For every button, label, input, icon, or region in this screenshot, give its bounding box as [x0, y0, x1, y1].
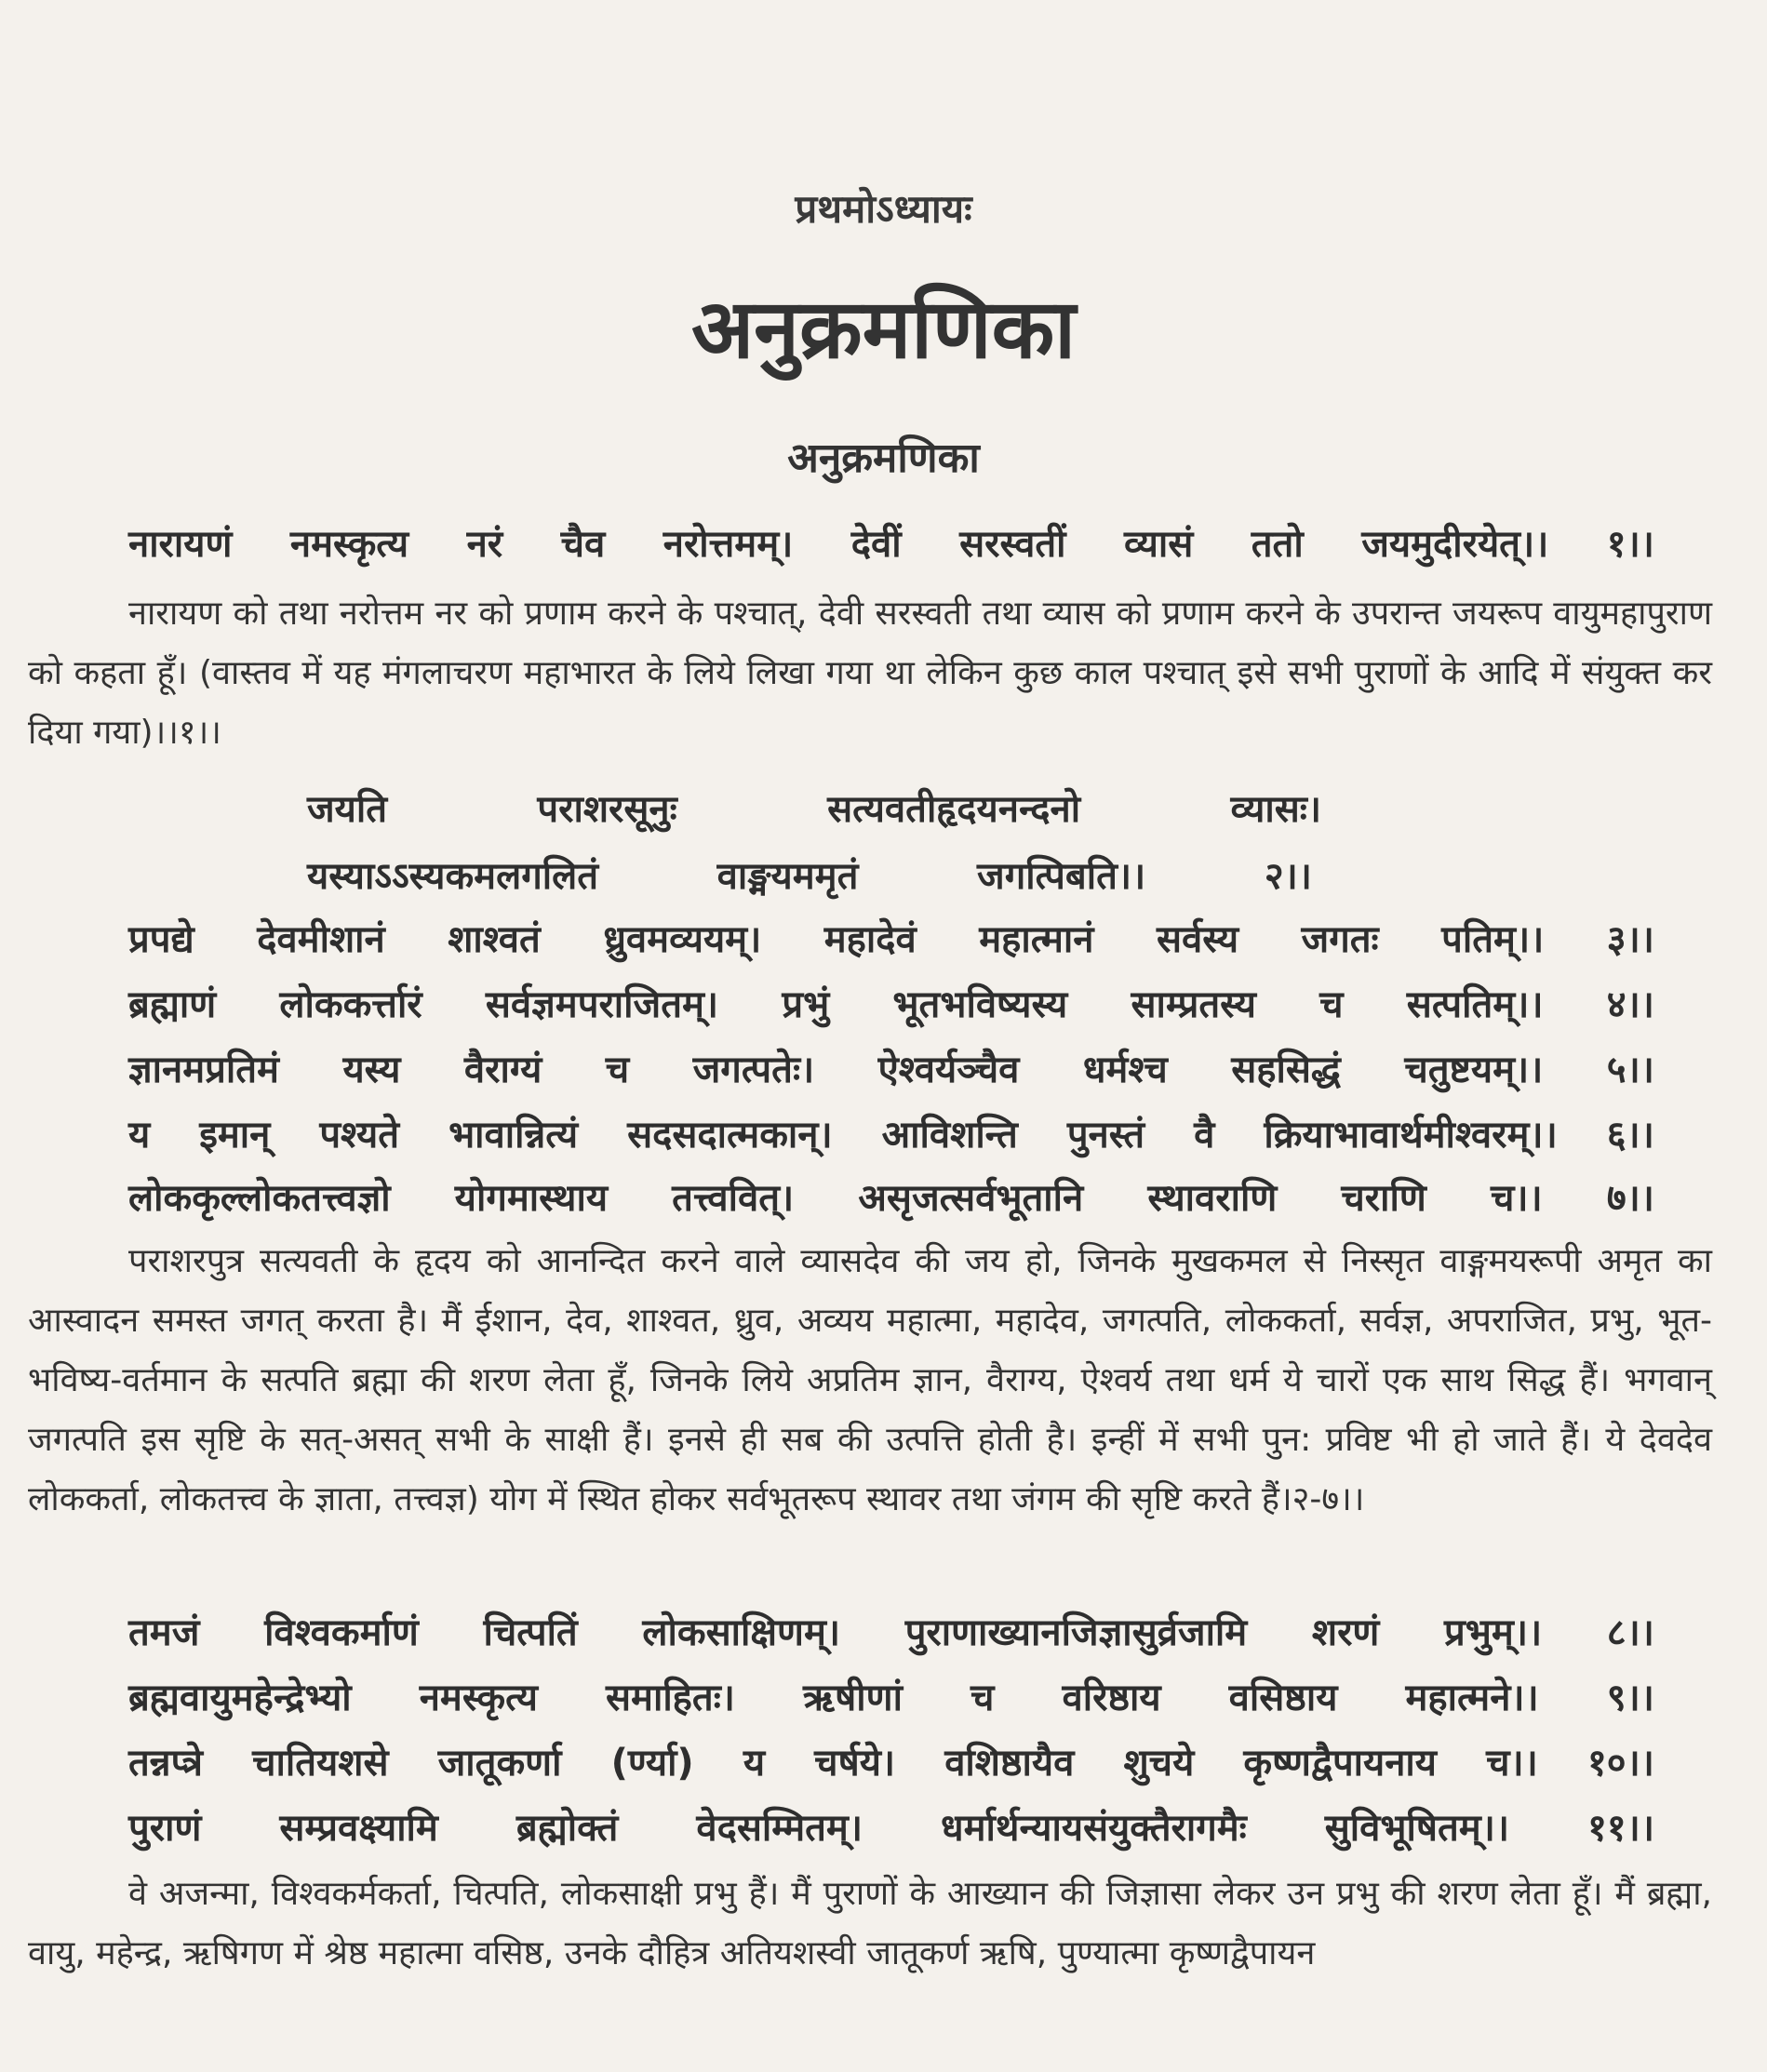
verse-word: व्यासः।	[1230, 788, 1321, 831]
verse-11	[128, 1800, 1654, 1851]
verse-word: ८।।	[1606, 1611, 1654, 1654]
verse-word: विश्वकर्माणं	[264, 1611, 419, 1654]
verse-word: नरोत्तमम्।	[663, 523, 794, 566]
verse-word: यस्य	[342, 1049, 401, 1091]
verse-word: स्थावराणि	[1147, 1177, 1278, 1220]
verse-word: चतुष्टयम्।।	[1404, 1049, 1544, 1091]
verse-word: ऐश्वर्यञ्चैव	[877, 1049, 1020, 1091]
verse-1	[128, 516, 1654, 568]
verse-word: ऋषीणां	[803, 1677, 903, 1719]
verse-word: ५।।	[1606, 1049, 1654, 1091]
verse-word: सुविभूषितम्।।	[1324, 1807, 1510, 1850]
verse-word: ततो	[1251, 523, 1304, 566]
verse-word: ध्रुवमव्ययम्।	[603, 918, 762, 961]
verse-word: देवमीशानं	[257, 918, 385, 961]
verse-word: चराणि	[1341, 1177, 1426, 1220]
verse-word: क्रियाभावार्थमीश्वरम्।।	[1264, 1114, 1558, 1156]
verse-word: शाश्वतं	[448, 918, 541, 961]
verse-word: ब्रह्माणं	[128, 983, 217, 1026]
verse-word: सर्वस्य	[1157, 918, 1239, 961]
prose-1: नारायण को तथा नरोत्तम नर को प्रणाम करने के पश्चात्, देवी सरस्वती तथा व्यास को प्रणाम करने के उपरान्त जयरूप वायुमहापुराण को कहता हूँ। (वास्तव में यह मंगलाचरण महाभारत के लिये लिखा गया था लेकिन कुछ काल पश्चात् इसे सभी पुराणों के आदि में संयुक्त कर दिया गया)।।१।।	[28, 595, 1712, 752]
verse-word: च	[1319, 983, 1344, 1026]
verse-word: सहसिद्धं	[1231, 1049, 1341, 1091]
verse-word: चैव	[560, 523, 606, 566]
verse-9	[128, 1670, 1654, 1721]
verse-word: प्रभुं	[782, 983, 830, 1026]
verse-word: चर्षये।	[814, 1742, 896, 1785]
verse-word: धर्मश्च	[1082, 1049, 1168, 1091]
verse-word: वाङ्मयममृतं	[716, 855, 859, 898]
verse-word: नरं	[466, 523, 503, 566]
verse-word: वसिष्ठाय	[1228, 1677, 1338, 1719]
verse-word: ११।।	[1587, 1807, 1654, 1850]
verse-word: इमान्	[199, 1114, 271, 1156]
verse-word: पुराणं	[128, 1807, 202, 1850]
verse-word: (र्ण्या)	[610, 1742, 694, 1785]
prose-3: वे अजन्मा, विश्वकर्मकर्ता, चित्पति, लोकसाक्षी प्रभु हैं। मैं पुराणों के आख्यान की जिज्ञासा लेकर उन प्रभु की शरण लेता हूँ। मैं ब्रह्मा, वायु, महेन्द्र, ऋषिगण में श्रेष्ठ महात्मा वसिष्ठ, उनके दौहित्र अतियशस्वी जातूकर्ण ऋषि, पुण्यात्मा कृष्णद्वैपायन	[28, 1875, 1712, 1972]
verse-word: ब्रह्मोक्तं	[515, 1807, 619, 1850]
verse-word: शरणं	[1311, 1611, 1380, 1654]
verse-word: असृजत्सर्वभूतानि	[858, 1177, 1084, 1220]
verse-word: देवीं	[850, 523, 902, 566]
verse-word: योगमास्थाय	[454, 1177, 609, 1220]
verse-word: तत्त्ववित्।	[672, 1177, 795, 1220]
verse-8	[128, 1605, 1654, 1656]
verse-4	[128, 977, 1654, 1028]
verse-word: ब्रह्मवायुमहेन्द्रेभ्यो	[128, 1677, 352, 1719]
verse-word: च	[605, 1049, 630, 1091]
verse-10	[128, 1735, 1654, 1786]
verse-word: ६।।	[1606, 1114, 1654, 1156]
verse-word: च	[971, 1677, 995, 1719]
verse-word: कृष्णद्वैपायनाय	[1243, 1742, 1437, 1785]
verse-word: ७।।	[1606, 1177, 1654, 1220]
verse-word: वशिष्ठायैव	[944, 1742, 1075, 1785]
verse-2a	[307, 782, 1321, 833]
verse-word: धर्मार्थन्यायसंयुक्तैरागमैः	[941, 1807, 1247, 1850]
verse-word: वैराग्यं	[463, 1049, 542, 1091]
verse-word: सदसदात्मकान्।	[627, 1114, 833, 1156]
verse-word: समाहितः।	[606, 1677, 735, 1719]
verse-word: च।।	[1490, 1177, 1543, 1220]
verse-word: सरस्वतीं	[959, 523, 1066, 566]
verse-word: तमजं	[128, 1611, 200, 1654]
verse-word: यस्याऽऽस्यकमलगलितं	[307, 855, 598, 898]
verse-word: चातियशसे	[252, 1742, 389, 1785]
verse-word: पुराणाख्यानजिज्ञासुर्व्रजामि	[904, 1611, 1248, 1654]
verse-word: आविशन्ति	[881, 1114, 1018, 1156]
verse-word: पतिम्।।	[1441, 918, 1545, 961]
verse-word: तन्नप्त्रे	[128, 1742, 203, 1785]
prose-2: पराशरपुत्र सत्यवती के हृदय को आनन्दित करने वाले व्यासदेव की जय हो, जिनके मुखकमल से निस्सृत वाङ्गमयरूपी अमृत का आस्वादन समस्त जगत् करता है। मैं ईशान, देव, शाश्वत, ध्रुव, अव्यय महात्मा, महादेव, जगत्पति, लोककर्ता, सर्वज्ञ, अपराजित, प्रभु, भूत-भविष्य-वर्तमान के सत्पति ब्रह्मा की शरण लेता हूँ, जिनके लिये अप्रतिम ज्ञान, वैराग्य, ऐश्वर्य तथा धर्म ये चारों एक साथ सिद्ध हैं। भगवान् जगत्पति इस सृष्टि के सत्-असत् सभी के साक्षी हैं। इनसे ही सब की उत्पत्ति होती है। इन्हीं में सभी पुन: प्रविष्ट भी हो जाते हैं। ये देवदेव लोककर्ता, लोकतत्त्व के ज्ञाता, तत्त्वज्ञ) योग में स्थित होकर सर्वभूतरूप स्थावर तथा जंगम की सृष्टि करते हैं।२-७।।	[28, 1242, 1712, 1518]
verse-word: साम्प्रतस्य	[1131, 983, 1256, 1026]
verse-word: जगत्पतेः।	[692, 1049, 815, 1091]
verse-word: सत्पतिम्।।	[1406, 983, 1544, 1026]
verse-word: २।।	[1264, 855, 1312, 898]
verse-word: पुनस्तं	[1066, 1114, 1145, 1156]
chapter-label: प्रथमोऽध्यायः	[795, 186, 972, 232]
verse-word: ९।।	[1606, 1677, 1654, 1719]
verse-word: १।।	[1606, 523, 1654, 566]
verse-word: सम्प्रवक्ष्यामि	[279, 1807, 438, 1850]
verse-3	[128, 912, 1654, 963]
verse-6	[128, 1107, 1654, 1158]
verse-7	[128, 1170, 1654, 1222]
verse-word: महात्मने।।	[1405, 1677, 1539, 1719]
verse-2b	[307, 849, 1312, 900]
verse-word: व्यासं	[1123, 523, 1194, 566]
verse-word: वरिष्ठाय	[1062, 1677, 1161, 1719]
verse-word: जयति	[307, 788, 388, 831]
verse-word: जगतः	[1301, 918, 1379, 961]
verse-word: नमस्कृत्य	[289, 523, 409, 566]
verse-word: लोकसाक्षिणम्।	[642, 1611, 841, 1654]
verse-word: सत्यवतीहृदयनन्दनो	[827, 788, 1081, 831]
verse-word: वै	[1194, 1114, 1215, 1156]
verse-word: चित्पतिं	[483, 1611, 578, 1654]
verse-word: जातूकर्णा	[437, 1742, 562, 1785]
verse-word: शुचये	[1123, 1742, 1195, 1785]
verse-word: ज्ञानमप्रतिमं	[128, 1049, 279, 1091]
verse-word: महात्मानं	[979, 918, 1094, 961]
verse-word: वेदसम्मितम्।	[696, 1807, 863, 1850]
verse-5	[128, 1042, 1654, 1093]
verse-word: ४।।	[1606, 983, 1654, 1026]
verse-word: भूतभविष्यस्य	[892, 983, 1068, 1026]
verse-word: जयमुदीरयेत्।।	[1361, 523, 1549, 566]
verse-word: जगत्पिबति।।	[977, 855, 1146, 898]
verse-word: ३।।	[1606, 918, 1654, 961]
verse-word: नमस्कृत्य	[419, 1677, 538, 1719]
verse-word: १०।।	[1586, 1742, 1654, 1785]
section-title: अनुक्रमणिका	[787, 434, 980, 482]
verse-word: नारायणं	[128, 523, 233, 566]
verse-word: च।।	[1486, 1742, 1538, 1785]
verse-word: प्रपद्ये	[128, 918, 194, 961]
verse-word: भावान्नित्यं	[448, 1114, 579, 1156]
verse-word: लोककर्त्तारं	[279, 983, 422, 1026]
verse-word: य	[128, 1114, 151, 1156]
verse-word: पश्यते	[319, 1114, 400, 1156]
verse-word: सर्वज्ञमपराजितम्।	[485, 983, 719, 1026]
verse-word: पराशरसूनुः	[537, 788, 677, 831]
page-title: अनुक्रमणिका	[690, 281, 1077, 377]
verse-word: लोककृल्लोकतत्त्वज्ञो	[128, 1177, 391, 1220]
verse-word: य	[743, 1742, 766, 1785]
verse-word: महादेवं	[823, 918, 917, 961]
verse-word: प्रभुम्।।	[1444, 1611, 1543, 1654]
